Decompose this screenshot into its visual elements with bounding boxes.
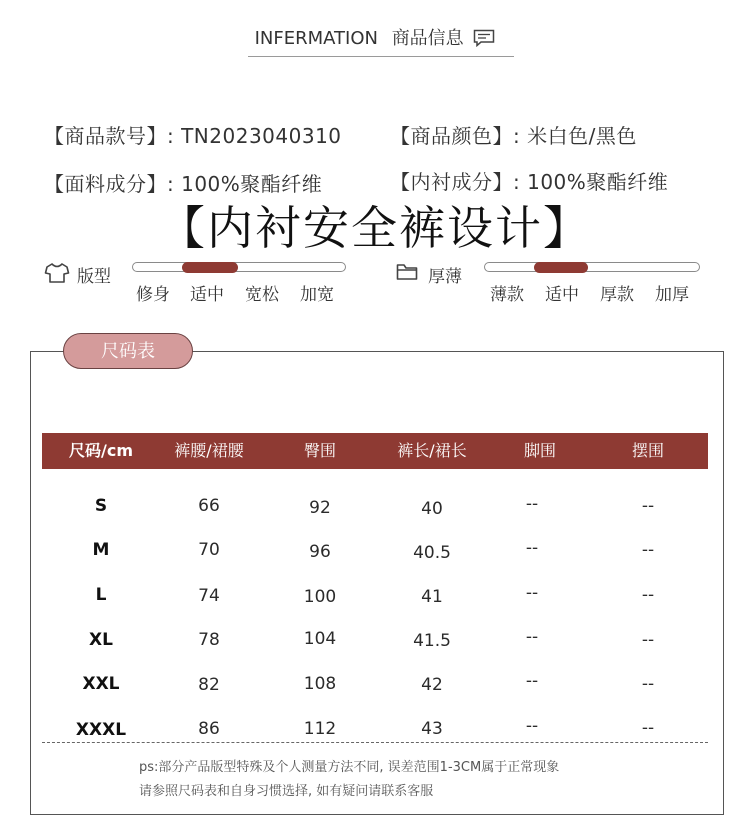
size-note-line-2: 请参照尺码表和自身习惯选择, 如有疑问请联系客服 — [139, 784, 434, 799]
table-cell: -- — [525, 494, 539, 514]
table-cell: -- — [525, 627, 539, 647]
table-cell-size: XXL — [82, 674, 120, 694]
table-cell-size: XXXL — [75, 720, 127, 740]
feature-title: 【内衬安全裤设计】 — [159, 201, 591, 255]
table-cell: -- — [641, 718, 655, 738]
thickness-slider[interactable] — [484, 262, 700, 272]
table-cell: -- — [525, 671, 539, 691]
table-cell: 41.5 — [413, 631, 451, 651]
column-header: 裤腰/裙腰 — [174, 441, 244, 460]
thickness-options — [490, 280, 695, 305]
table-cell: 70 — [198, 540, 220, 560]
header-title-en: INFERMATION — [254, 28, 378, 49]
table-cell: -- — [641, 674, 655, 694]
table-cell: 104 — [303, 629, 337, 649]
table-cell: 108 — [303, 674, 337, 694]
table-cell: -- — [525, 538, 539, 558]
thickness-slider-fill — [534, 262, 588, 273]
column-header: 尺码/cm — [68, 441, 133, 460]
table-cell: 40 — [421, 499, 443, 519]
info-fabric: 【面料成分】: 100%聚酯纤维 — [44, 172, 323, 196]
table-divider — [42, 742, 708, 743]
info-style-no: 【商品款号】: TN2023040310 — [44, 124, 342, 148]
thickness-label: 厚薄 — [428, 267, 462, 287]
table-cell: -- — [525, 716, 539, 736]
table-cell: 66 — [198, 496, 220, 516]
table-cell: 74 — [198, 586, 220, 606]
table-cell: -- — [641, 630, 655, 650]
table-cell: -- — [641, 540, 655, 560]
size-table-header — [42, 433, 708, 469]
table-cell: -- — [525, 583, 539, 603]
info-lining: 【内衬成分】: 100%聚酯纤维 — [390, 170, 669, 194]
table-cell: -- — [641, 496, 655, 516]
table-cell-size: S — [94, 496, 108, 516]
table-cell: 100 — [303, 587, 337, 607]
fit-slider-fill — [182, 262, 238, 273]
size-note-line-1: ps:部分产品版型特殊及个人测量方法不同, 误差范围1-3CM属于正常现象 — [139, 760, 560, 775]
table-cell: 78 — [198, 630, 220, 650]
table-cell-size: M — [92, 540, 110, 560]
fit-label: 版型 — [77, 267, 111, 287]
table-cell: -- — [641, 585, 655, 605]
column-header: 脚围 — [523, 441, 556, 460]
fit-option: 宽松 — [245, 285, 279, 305]
table-cell: 112 — [303, 719, 337, 739]
chat-bubble-icon — [473, 29, 495, 47]
section-header — [0, 24, 750, 50]
table-cell: 43 — [421, 719, 443, 739]
thickness-option: 适中 — [545, 285, 579, 305]
table-cell: 42 — [421, 675, 443, 695]
header-title-cn: 商品信息 — [391, 28, 464, 49]
table-cell: 41 — [421, 587, 443, 607]
fit-option: 修身 — [136, 285, 170, 305]
thickness-option: 加厚 — [655, 285, 689, 305]
table-cell-size: XL — [89, 630, 113, 650]
column-header: 裤长/裙长 — [397, 441, 467, 460]
header-divider — [248, 56, 514, 57]
folder-icon — [396, 263, 420, 283]
fit-option: 适中 — [190, 285, 224, 305]
thickness-option: 厚款 — [600, 285, 634, 305]
thickness-option: 薄款 — [490, 285, 524, 305]
fit-options — [136, 280, 340, 305]
column-header: 摆围 — [631, 441, 664, 460]
column-header: 臀围 — [303, 441, 336, 460]
table-cell-size: L — [95, 585, 107, 605]
table-cell: 40.5 — [413, 543, 451, 563]
size-table-body — [42, 494, 708, 742]
table-cell: 92 — [309, 498, 331, 518]
fit-slider[interactable] — [132, 262, 346, 272]
table-cell: 82 — [198, 675, 220, 695]
size-chart-tab: 尺码表 — [63, 333, 193, 369]
info-color: 【商品颜色】: 米白色/黑色 — [390, 124, 637, 148]
fit-option: 加宽 — [300, 285, 334, 305]
table-cell: 86 — [198, 719, 220, 739]
tshirt-icon — [44, 262, 74, 284]
table-cell: 96 — [309, 542, 331, 562]
